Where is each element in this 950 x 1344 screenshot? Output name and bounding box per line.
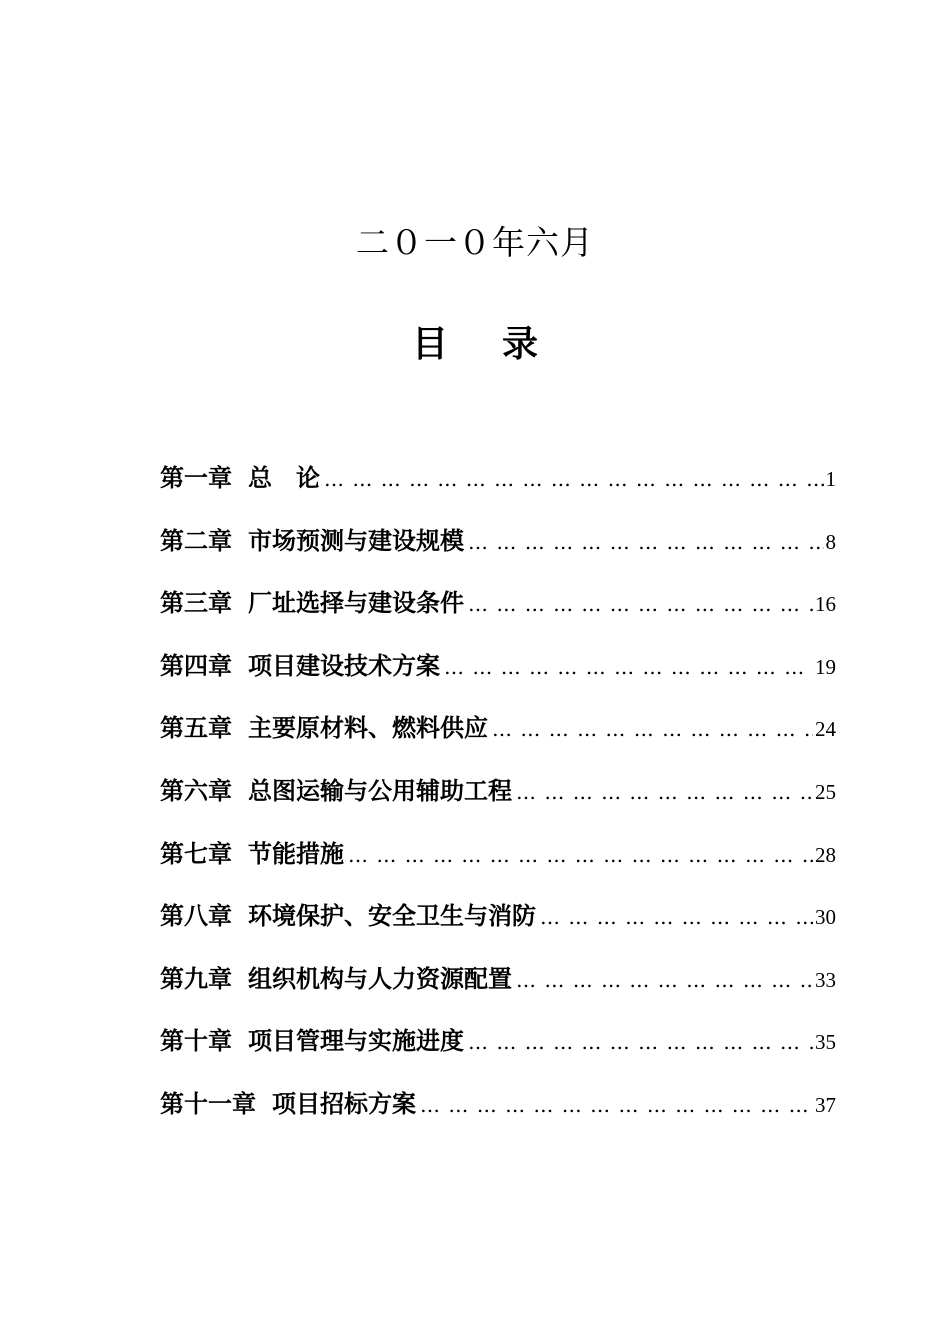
toc-entry[interactable]	[160, 644, 836, 707]
toc-leader-dots	[420, 1083, 813, 1127]
toc-chapter-title: 主要原材料、燃料供应	[248, 714, 488, 743]
toc-title-left: 目	[411, 324, 448, 365]
toc-chapter-title: 项目管理与实施进度	[248, 1027, 464, 1056]
toc-chapter-title: 总图运输与公用辅助工程	[248, 776, 512, 805]
toc-entry[interactable]	[160, 519, 836, 582]
toc-page-number: 16	[815, 592, 836, 617]
toc-entry[interactable]	[160, 706, 836, 769]
table-of-contents	[160, 456, 836, 1145]
toc-chapter-title: 环境保护、安全卫生与消防	[248, 902, 536, 931]
toc-chapter-number: 第十章	[160, 1027, 232, 1056]
toc-entry[interactable]	[160, 957, 836, 1020]
toc-chapter-number: 第一章	[160, 464, 232, 492]
toc-title-right: 录	[502, 324, 539, 365]
toc-leader-dots	[492, 707, 813, 751]
toc-chapter-number: 第四章	[160, 651, 232, 680]
toc-chapter-number: 第九章	[160, 964, 232, 993]
toc-chapter-number: 第五章	[160, 714, 232, 743]
toc-chapter-title: 总 论	[248, 464, 320, 492]
toc-page-number: 1	[825, 467, 836, 491]
toc-chapter-title: 市场预测与建设规模	[248, 526, 464, 555]
toc-leader-dots	[540, 895, 813, 939]
toc-leader-dots	[516, 958, 813, 1002]
toc-title	[0, 318, 950, 372]
toc-leader-dots	[468, 520, 824, 564]
toc-page-number: 8	[825, 529, 836, 554]
toc-leader-dots	[516, 770, 813, 814]
toc-page-number: 28	[815, 842, 836, 867]
toc-chapter-title: 厂址选择与建设条件	[248, 589, 464, 618]
toc-page-number: 19	[815, 654, 836, 679]
toc-leader-dots	[468, 1020, 813, 1064]
toc-page-number: 25	[815, 779, 836, 804]
toc-leader-dots	[444, 645, 813, 689]
toc-chapter-number: 第七章	[160, 839, 232, 868]
toc-chapter-title: 组织机构与人力资源配置	[248, 964, 512, 993]
toc-entry[interactable]	[160, 894, 836, 957]
toc-chapter-number: 第六章	[160, 776, 232, 805]
toc-chapter-number: 第十一章	[160, 1089, 256, 1118]
toc-entry[interactable]	[160, 581, 836, 644]
toc-leader-dots	[468, 582, 813, 626]
toc-entry[interactable]	[160, 769, 836, 832]
toc-chapter-title: 项目建设技术方案	[248, 651, 440, 680]
toc-entry[interactable]	[160, 1082, 836, 1145]
toc-leader-dots	[348, 833, 813, 877]
toc-chapter-title: 节能措施	[248, 839, 344, 868]
toc-leader-dots	[324, 457, 824, 501]
toc-chapter-number: 第二章	[160, 526, 232, 555]
toc-entry[interactable]	[160, 1019, 836, 1082]
toc-chapter-title: 项目招标方案	[272, 1089, 416, 1118]
toc-chapter-number: 第八章	[160, 902, 232, 931]
toc-entry[interactable]	[160, 456, 836, 519]
toc-page-number: 33	[815, 967, 836, 992]
toc-entry[interactable]	[160, 832, 836, 895]
toc-page-number: 24	[815, 717, 836, 742]
toc-chapter-number: 第三章	[160, 589, 232, 618]
toc-page-number: 37	[815, 1092, 836, 1117]
document-date: 二０一０年六月	[356, 223, 594, 262]
toc-page-number: 30	[815, 905, 836, 930]
toc-page-number: 35	[815, 1030, 836, 1055]
